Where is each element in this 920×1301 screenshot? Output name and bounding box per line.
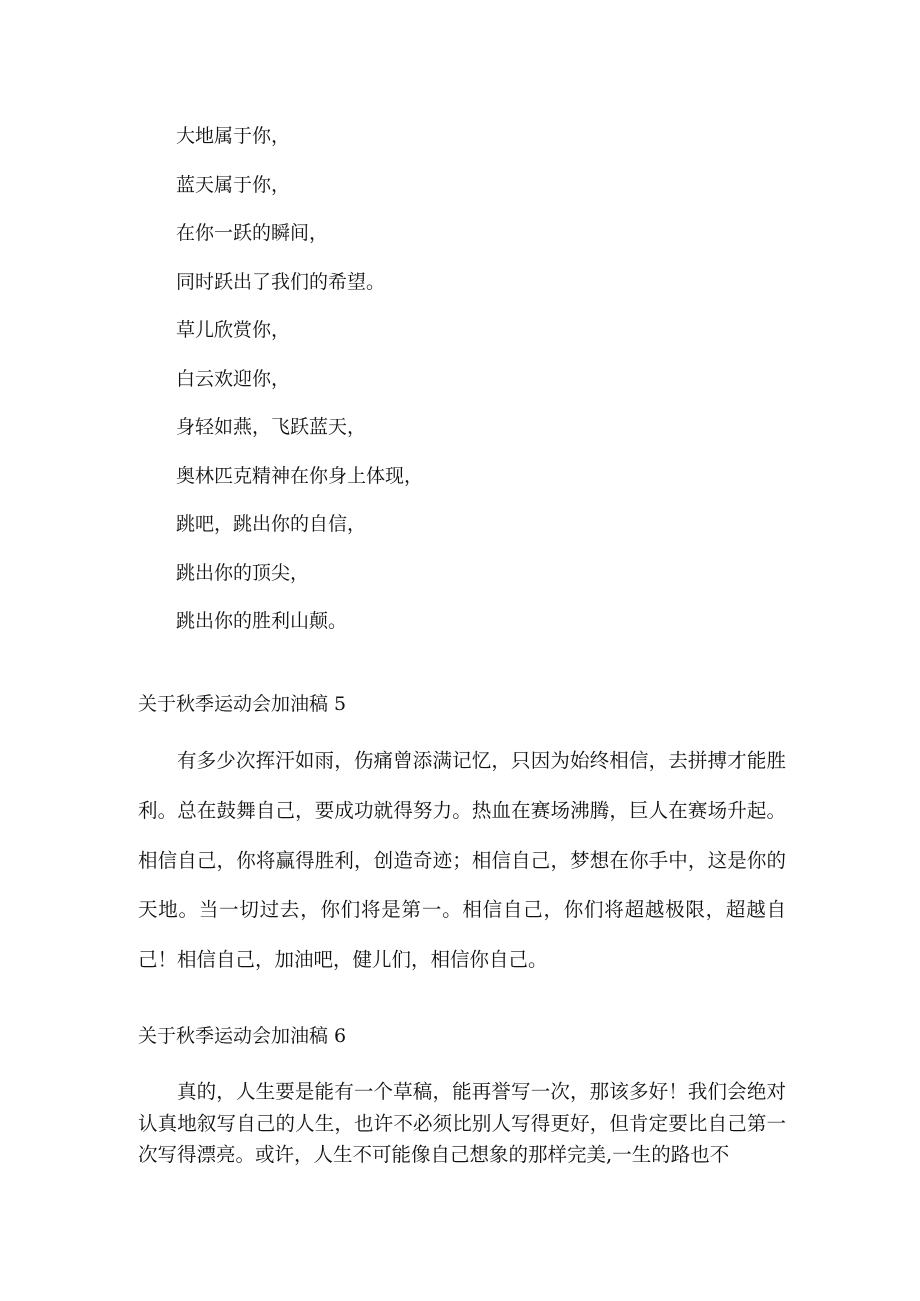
poem-line: 跳吧，跳出你的自信，: [176, 513, 367, 535]
poem-line: 跳出你的顶尖，: [176, 561, 310, 584]
poem-line: 身轻如燕，飞跃蓝天，: [176, 416, 367, 438]
poem-line: 奥林匹克精神在你身上体现，: [176, 464, 424, 487]
poem-line: 跳出你的胜利山颠。: [176, 610, 348, 632]
poem-line: 在你一跃的瞬间，: [176, 222, 329, 244]
section-paragraph-5: 有多少次挥汗如雨，伤痛曾添满记忆，只因为始终相信，去拼搏才能胜利。总在鼓舞自己，要成功就得努力。热血在赛场沸腾，巨人在赛场升起。相信自己，你将赢得胜利，创造奇迹；相信自己，梦想在你手中，这是你的天地。当一切过去，你们将是第一。相信自己，你们将超越极限，超越自己！相信自己，加油吧，健儿们，相信你自己。: [138, 749, 786, 972]
poem-line: 白云欢迎你，: [176, 367, 291, 390]
poem-line: 草儿欣赏你，: [176, 319, 291, 341]
poem-line: 蓝天属于你，: [176, 173, 291, 196]
poem-line: 同时跃出了我们的希望。: [176, 270, 386, 293]
section-heading-6: 关于秋季运动会加油稿 6: [138, 1025, 347, 1047]
section-heading-5: 关于秋季运动会加油稿 5: [138, 693, 347, 715]
poem: [176, 112, 423, 646]
section-paragraph-6: 真的，人生要是能有一个草稿，能再誉写一次，那该多好！我们会绝对认真地叙写自己的人生，也许不必须比别人写得更好，但肯定要比自己第一次写得漂亮。或许，人生不可能像自己想象的那样完美,一生的路也不: [138, 1080, 786, 1166]
poem-line: 大地属于你，: [176, 125, 291, 147]
